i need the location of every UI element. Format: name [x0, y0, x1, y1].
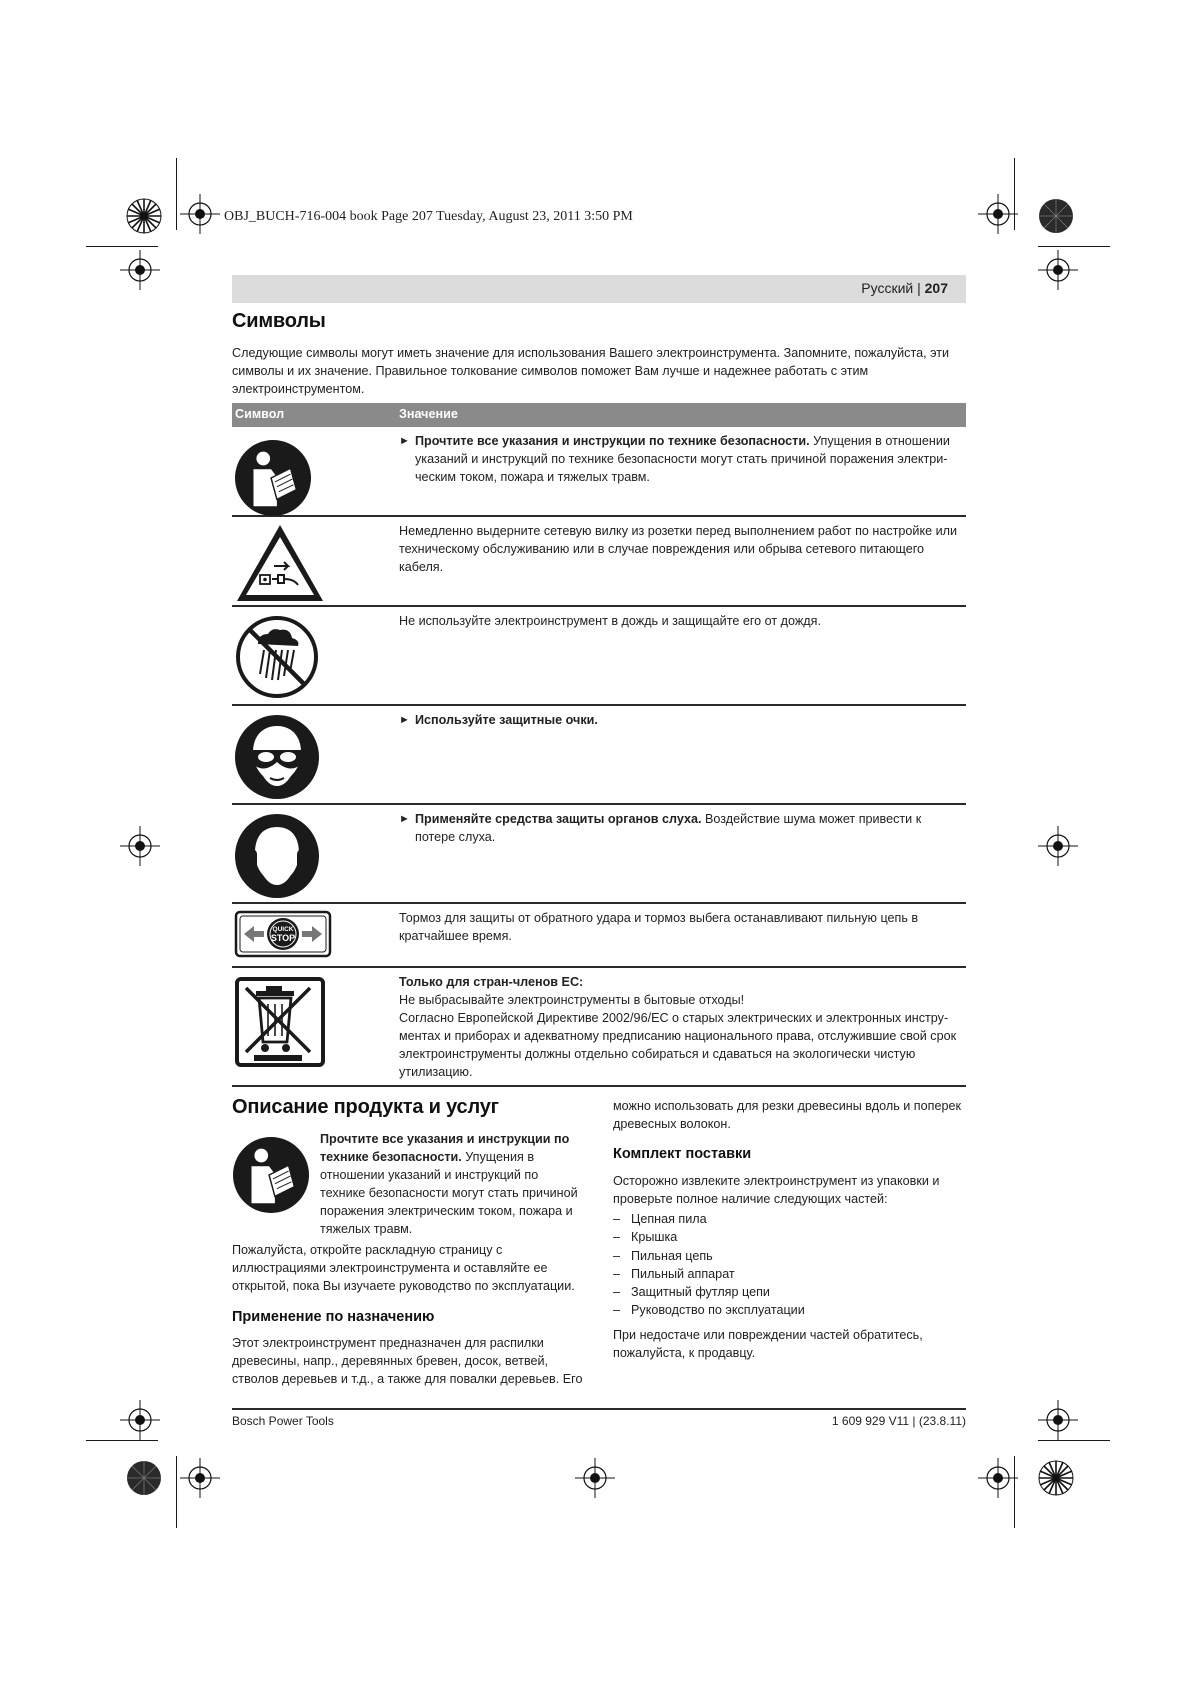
row-text — [399, 973, 964, 1081]
intended-use-text — [232, 1334, 592, 1388]
table-row — [232, 968, 966, 1087]
row-bullet — [399, 810, 964, 828]
table-header — [232, 403, 966, 427]
intended-use-line: древесных волокон. — [613, 1117, 731, 1131]
footer-right: 1 609 929 V11 | (23.8.11) — [831, 1414, 966, 1428]
row-bullet — [399, 432, 964, 450]
symbols-table — [232, 403, 966, 1087]
row-line: Не используйте электроинструмент в дождь и защищайте его от дождя. — [399, 614, 821, 628]
footer-rule — [232, 1408, 966, 1410]
foldout-line: Пожалуйста, откройте раскладную страницу с — [232, 1243, 503, 1257]
delivery-intro-line: Осторожно извлеките электроинструмент из упаковки и — [613, 1174, 940, 1188]
warning-bold: технике безопасности. — [320, 1150, 462, 1164]
list-item: – Пильный аппарат — [613, 1265, 973, 1283]
table-row — [232, 805, 966, 904]
intended-use-line: стволов деревьев и т.д., а также для повалки деревьев. Его — [232, 1372, 583, 1386]
row-text — [399, 432, 964, 486]
row-line: Воздействие шума может привести к — [701, 812, 922, 826]
ear-protection-icon — [234, 813, 320, 899]
registration-wheel-icon — [1038, 1460, 1074, 1496]
intended-use-line: Этот электроинструмент предназначен для распилки — [232, 1336, 544, 1350]
list-item: – Пильная цепь — [613, 1247, 973, 1265]
table-row — [232, 607, 966, 706]
intro-line: Следующие символы могут иметь значение для использования Вашего электроинструмента. Запомните, пожалуйста, эти — [232, 346, 950, 360]
row-line: Упущения в отношении — [809, 434, 950, 448]
delivery-outro — [613, 1326, 973, 1362]
row-line: ментах и приборах и адекватному предписанию национального права, отслужившие свой срок — [399, 1029, 957, 1043]
crosshair-target-icon — [180, 1458, 220, 1498]
row-bold-title: Только для стран-членов ЕС: — [399, 975, 584, 989]
quick-stop-bottom-text: STOP — [270, 933, 296, 943]
row-line: ческим током, пожара и тяжелых травм. — [415, 470, 650, 484]
row-line: кратчайшее время. — [399, 929, 512, 943]
row-line: электроинструменты должны отдельно собираться и сдаваться на экологически чистую — [399, 1047, 916, 1061]
delivery-outro-line: пожалуйста, к продавцу. — [613, 1346, 756, 1360]
registration-dark-circle-icon — [126, 1460, 162, 1496]
crosshair-target-icon — [1038, 1400, 1078, 1440]
read-manual-icon — [234, 439, 312, 517]
foldout-note — [232, 1241, 592, 1295]
crop-mark — [176, 1456, 177, 1528]
row-text — [399, 810, 964, 846]
page-number: 207 — [924, 280, 948, 296]
crop-mark — [1038, 1440, 1110, 1441]
delivery-list — [613, 1210, 973, 1320]
crosshair-target-icon — [120, 1400, 160, 1440]
delivery-intro — [613, 1172, 973, 1208]
product-title: Описание продукта и услуг — [232, 1096, 499, 1118]
footer-left: Bosch Power Tools — [232, 1414, 334, 1428]
row-text — [399, 522, 964, 576]
row-line: указаний и инструкций по технике безопасности могут стать причиной поражения электри- — [415, 452, 948, 466]
delivery-title: Комплект поставки — [613, 1146, 752, 1162]
quick-stop-top-text: QUICK — [272, 926, 294, 933]
intended-use-title: Применение по назначению — [232, 1309, 435, 1325]
warning-line: технике безопасности могут стать причиной — [320, 1186, 578, 1200]
row-line: техническому обслуживанию или в случае повреждения или обрыва сетевого питающего — [399, 542, 925, 556]
crosshair-target-icon — [120, 250, 160, 290]
page-header — [232, 275, 966, 303]
safety-warning — [320, 1130, 590, 1238]
intended-use-line: древесины, напр., деревянных бревен, досок, ветвей, — [232, 1354, 549, 1368]
registration-dark-circle-icon — [1038, 198, 1074, 234]
row-line: Немедленно выдерните сетевую вилку из розетки перед выполнением работ по настройке или — [399, 524, 958, 538]
intro-line: символы и их значение. Правильное толкование символов поможет Вам лучше и надежнее работать с этим — [232, 364, 869, 378]
intended-use-continued — [613, 1097, 973, 1133]
symbols-title: Символы — [232, 310, 326, 332]
warning-line: отношении указаний и инструкций по — [320, 1168, 539, 1182]
crosshair-target-icon — [1038, 250, 1078, 290]
quick-stop-icon — [234, 910, 332, 958]
list-item: – Цепная пила — [613, 1210, 973, 1228]
row-text — [399, 909, 964, 945]
warning-line: тяжелых травм. — [320, 1222, 413, 1236]
crop-mark — [86, 246, 158, 247]
list-item: – Защитный футляр цепи — [613, 1283, 973, 1301]
print-slug: OBJ_BUCH-716-004 book Page 207 Tuesday, August 23, 2011 3:50 PM — [224, 209, 633, 224]
crop-mark — [86, 1440, 158, 1441]
row-bold: Прочтите все указания и инструкции по технике безопасности. — [415, 434, 810, 448]
crosshair-target-icon — [180, 194, 220, 234]
row-line: утилизацию. — [399, 1065, 473, 1079]
delivery-outro-line: При недостаче или повреждении частей обратитесь, — [613, 1328, 923, 1342]
unplug-warning-icon — [234, 522, 326, 604]
row-bold: Применяйте средства защиты органов слуха. — [415, 812, 702, 826]
row-bullet — [399, 711, 964, 729]
crosshair-target-icon — [978, 194, 1018, 234]
crop-mark — [176, 158, 177, 230]
table-row — [232, 706, 966, 805]
row-text — [399, 711, 964, 729]
delivery-intro-line: проверьте полное наличие следующих частей: — [613, 1192, 888, 1206]
row-line: потере слуха. — [415, 830, 496, 844]
weee-bin-icon — [234, 976, 326, 1068]
row-line: Не выбрасывайте электроинструменты в бытовые отходы! — [399, 993, 745, 1007]
table-row — [232, 517, 966, 607]
intended-use-line: можно использовать для резки древесины вдоль и поперек — [613, 1099, 961, 1113]
read-manual-icon — [232, 1136, 310, 1214]
row-line: Согласно Европейской Директиве 2002/96/EС о старых электрических и электронных инстру- — [399, 1011, 949, 1025]
header-language: Русский — [861, 280, 914, 296]
no-rain-icon — [234, 614, 320, 700]
crosshair-target-icon — [575, 1458, 615, 1498]
crosshair-target-icon — [1038, 826, 1078, 866]
safety-goggles-icon — [234, 714, 320, 800]
row-line: кабеля. — [399, 560, 444, 574]
row-text — [399, 612, 964, 630]
header-meaning: Значение — [399, 407, 458, 421]
intro-line: электроинструментом. — [232, 382, 365, 396]
warning-line: Упущения в — [461, 1150, 535, 1164]
header-symbol: Символ — [235, 407, 285, 421]
row-line: Тормоз для защиты от обратного удара и тормоз выбега останавливают пильную цепь в — [399, 911, 919, 925]
warning-line: поражения электрическим током, пожара и — [320, 1204, 573, 1218]
foldout-line: иллюстрациями электроинструмента и оставляйте ее — [232, 1261, 548, 1275]
list-item: – Крышка — [613, 1228, 973, 1246]
symbols-intro — [232, 344, 972, 398]
crosshair-target-icon — [978, 1458, 1018, 1498]
header-language-page: Русский | 207 — [861, 280, 948, 296]
registration-wheel-icon — [126, 198, 162, 234]
table-row — [232, 427, 966, 517]
warning-bold: Прочтите все указания и инструкции по — [320, 1132, 570, 1146]
crop-mark — [1038, 246, 1110, 247]
list-item: – Руководство по эксплуатации — [613, 1301, 973, 1319]
row-bold: Используйте защитные очки. — [415, 713, 598, 727]
crosshair-target-icon — [120, 826, 160, 866]
foldout-line: открытой, пока Вы изучаете руководство по эксплуатации. — [232, 1279, 575, 1293]
table-row — [232, 904, 966, 968]
